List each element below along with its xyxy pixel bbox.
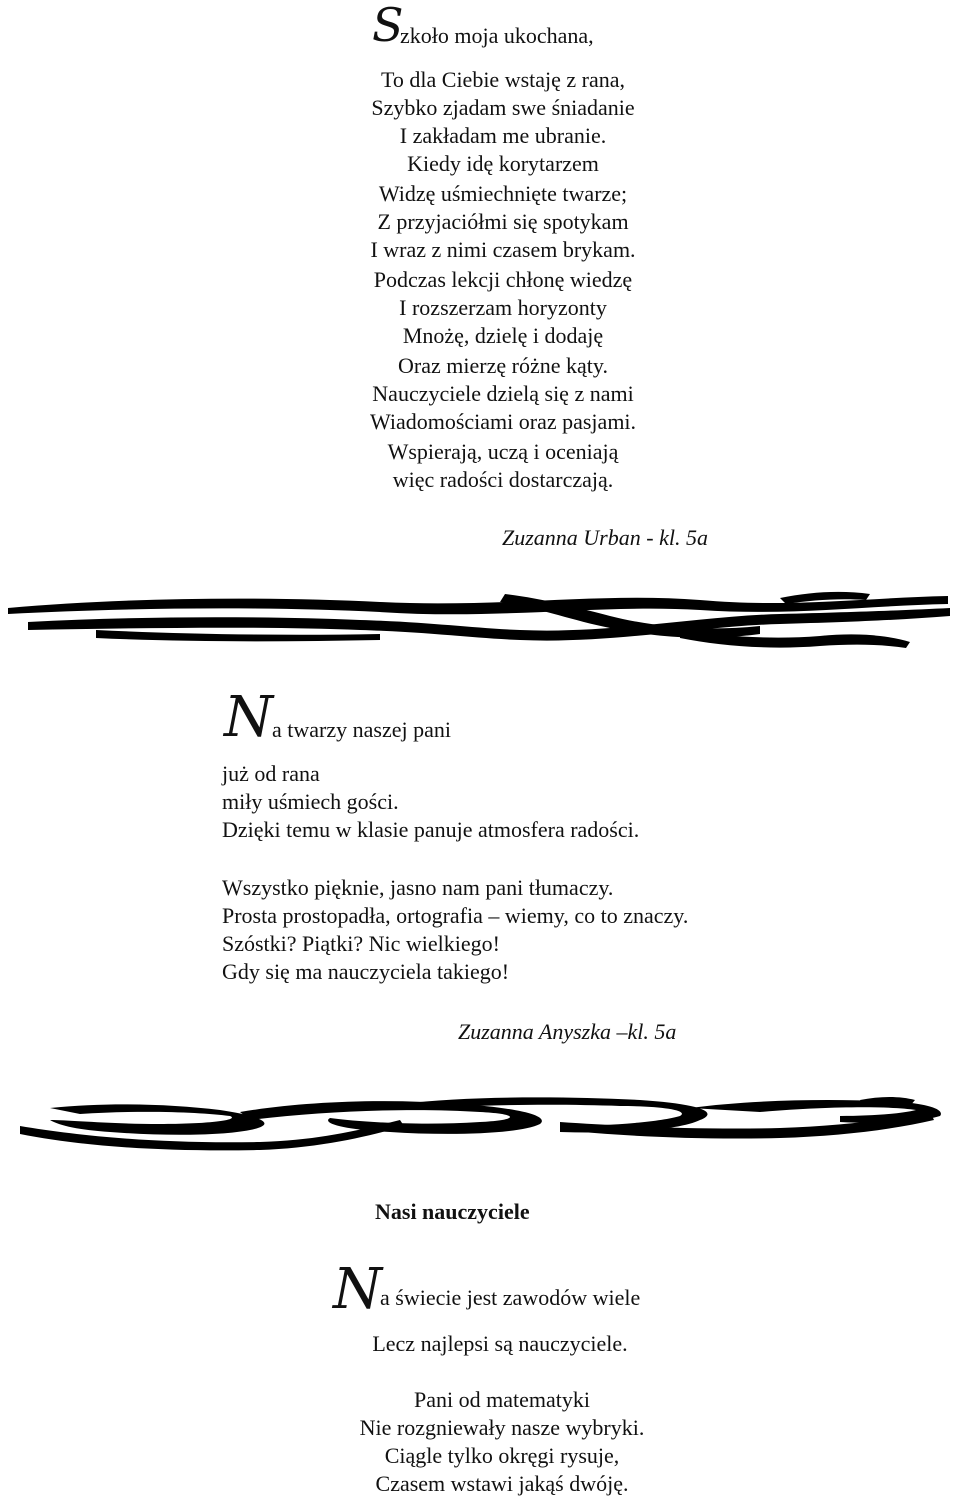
poem-3-line: Ciągle tylko okręgi rysuje,: [384, 1443, 620, 1468]
poem-3-title: Nasi nauczyciele: [375, 1199, 530, 1224]
poem-1-line: Z przyjaciółmi się spotykam: [377, 209, 629, 234]
poem-1-author: Zuzanna Urban - kl. 5a: [502, 525, 708, 550]
poem-2-line: miły uśmiech gości.: [222, 789, 399, 814]
poem-1-line: Widzę uśmiechnięte twarze;: [378, 181, 628, 206]
poem-2-line: Prosta prostopadła, ortografia – wiemy, co to znaczy.: [222, 903, 689, 928]
poem-2-line: Wszystko pięknie, jasno nam pani tłumaczy.: [222, 875, 614, 900]
poem-1-line: I wraz z nimi czasem brykam.: [370, 237, 636, 262]
poem-1-line: Oraz mierzę różne kąty.: [398, 353, 608, 378]
poem-1-line: Podczas lekcji chłonę wiedzę: [373, 267, 633, 292]
poem-1-dropcap: S: [372, 0, 404, 52]
poem-3-first-line: a świecie jest zawodów wiele: [380, 1285, 641, 1310]
poem-1-first-line: zkoło moja ukochana,: [400, 23, 594, 48]
poem-2-line: Gdy się ma nauczyciela takiego!: [222, 959, 510, 984]
poem-2-line: Dzięki temu w klasie panuje atmosfera radości.: [222, 817, 640, 842]
ornament-flourish-icon: [0, 586, 960, 666]
ornament-divider-2: [0, 1090, 960, 1170]
ornament-flourish-icon: [0, 1090, 960, 1170]
poem-2-line: już od rana: [222, 761, 320, 786]
poem-3-line: Czasem wstawi jakąś dwóję.: [375, 1471, 629, 1496]
poem-2-author: Zuzanna Anyszka –kl. 5a: [458, 1019, 677, 1044]
poem-1-line: Kiedy idę korytarzem: [407, 151, 599, 176]
poem-3-line: Pani od matematyki: [414, 1387, 590, 1412]
poem-1-line: I zakładam me ubranie.: [399, 123, 607, 148]
poem-2-first-line: a twarzy naszej pani: [272, 717, 451, 742]
poem-1-line: Wiadomościami oraz pasjami.: [369, 409, 637, 434]
poem-1-line: Wspierają, uczą i oceniają: [387, 439, 619, 464]
poem-1-line: Szybko zjadam swe śniadanie: [371, 95, 635, 120]
poem-3-line: Nie rozgniewały nasze wybryki.: [359, 1415, 645, 1440]
poem-1-line: więc radości dostarczają.: [392, 467, 614, 492]
poem-1-line: I rozszerzam horyzonty: [399, 295, 607, 320]
poem-2-line: Szóstki? Piątki? Nic wielkiego!: [222, 931, 500, 956]
poem-3-dropcap: N: [333, 1257, 382, 1322]
poem-1-line: To dla Ciebie wstaję z rana,: [380, 67, 626, 92]
poem-2-dropcap: N: [224, 685, 273, 750]
poem-1-line: Mnożę, dzielę i dodaję: [402, 323, 604, 348]
ornament-divider-1: [0, 586, 960, 666]
poem-3-line: Lecz najlepsi są nauczyciele.: [372, 1331, 628, 1356]
poem-1-line: Nauczyciele dzielą się z nami: [372, 381, 634, 406]
